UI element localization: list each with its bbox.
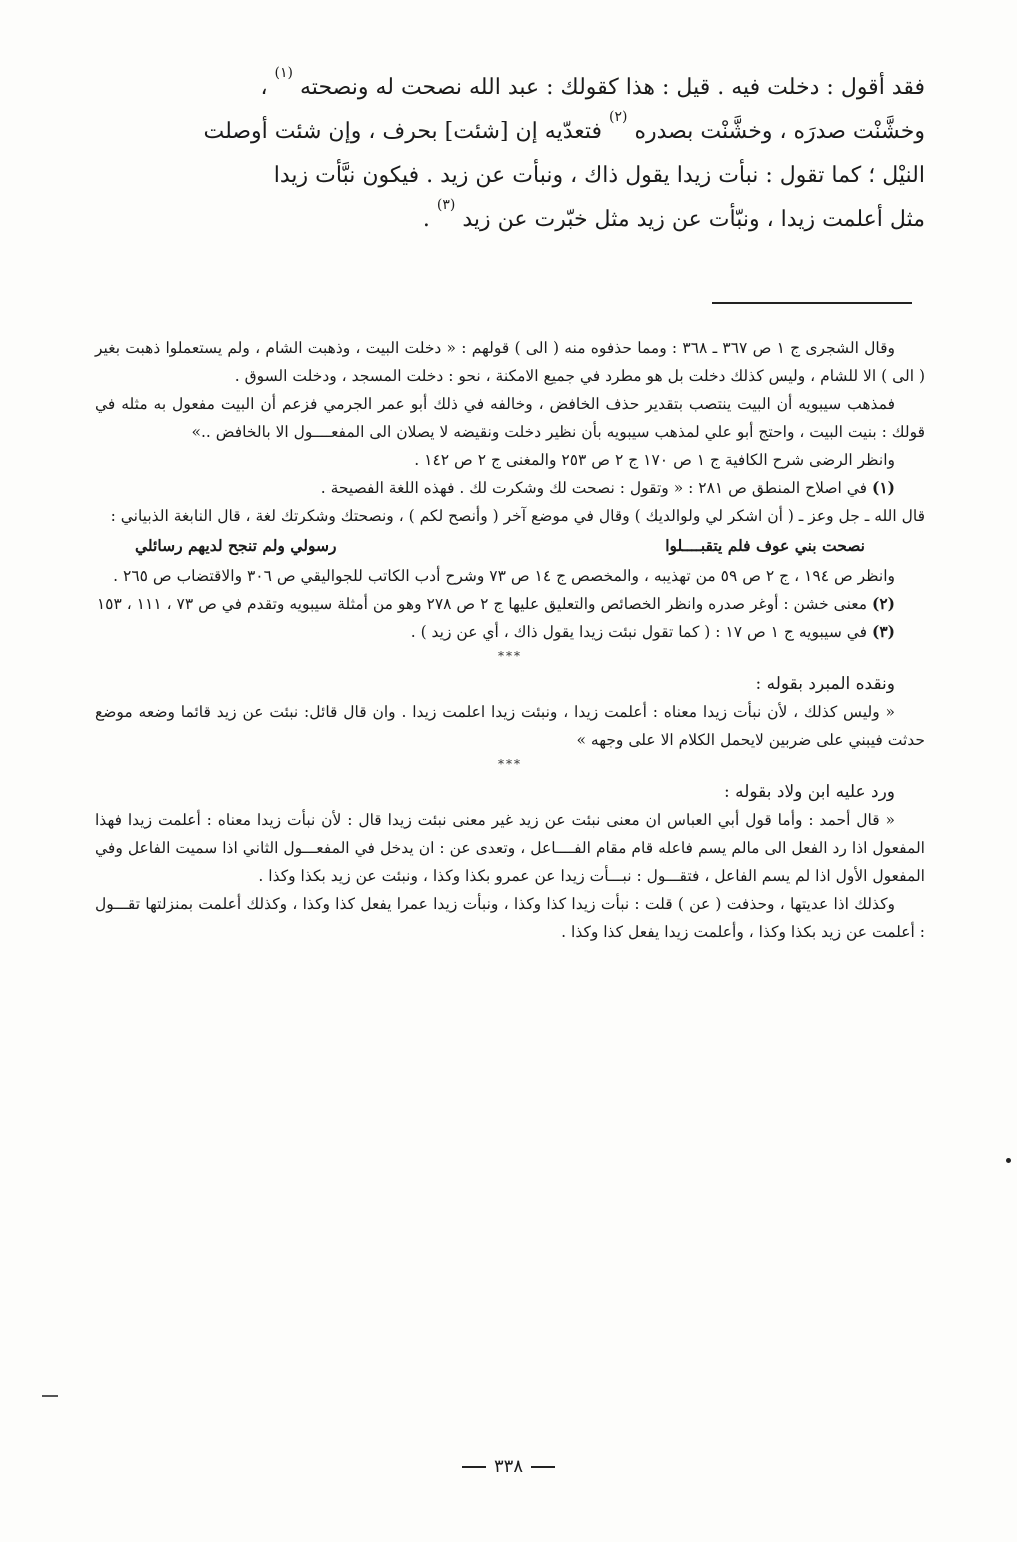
footnote-ref-2[interactable]: (٢): [609, 109, 628, 125]
footnote-1: [95, 474, 925, 502]
section-divider-2: ***: [498, 757, 522, 771]
scan-edge-dot: [1006, 1158, 1011, 1163]
page-number-dash-right: [531, 1466, 555, 1468]
footnote-1-references: وانظر ص ١٩٤ ، ج ٢ ص ٥٩ من تهذيبه ، والمخصص ج ١٤ ص ٧٣ وشرح أدب الكاتب للجواليقي ص ٣٠٦ والاقتضاب ص ٢٦٥ .: [113, 567, 895, 585]
verse-second-hemistich: رسولي ولم تنجح لديهم رسائلي: [135, 536, 337, 555]
quote-ibn-wallad-continued: وكذلك اذا عديتها ، وحذفت ( عن ) قلت : نبأت زيدا كذا وكذا ، ونبأت زيدا عمرا يفعل كذا وكذا ، وكذلك أعلمت بمنزلتها تقـــول : أعلمت عن زيد بكذا وكذا ، وأعلمت زيدا يفعل كذا وكذا .: [95, 895, 925, 941]
main-text: [95, 66, 925, 242]
main-line-2-text: وخشَّنْت صدرَه ، وخشَّنْت بصدره: [627, 119, 925, 144]
footnote-ref-1[interactable]: (١): [274, 65, 294, 81]
main-line-2-tail: فتعدّيه إن [شئت] بحرف ، وإن شئت أوصلت: [203, 119, 609, 144]
main-line-1-text: فقد أقول : دخلت فيه . قيل : هذا كقولك : عبد الله نصحت له ونصحته: [293, 75, 925, 100]
note-paragraph-1: وقال الشجرى ج ١ ص ٣٦٧ ـ ٣٦٨ : ومما حذفوه منه ( الى ) قولهم : « دخلت البيت ، وذهبت الشام ، ولم يستعملوا ذهبت بغير ( الى ) الا للشام ، وليس كذلك دخلت بل هو مطرد في جميع الامكنة ، نحو : دخلت المسجد ، ودخلت السوق .: [95, 339, 925, 385]
main-line-4: [95, 198, 925, 242]
footnotes: [95, 334, 925, 946]
verse-first-hemistich: نصحت بني عوف فلم يتقبــــلوا: [665, 536, 865, 555]
footnote-1-continued: قال الله ـ جل وعز ـ ( أن اشكر لي ولوالديك ) وقال في موضع آخر ( وأنصح لكم ) ، ونصحتك وشكرتك لغة ، قال النابغة الذبياني :: [110, 507, 925, 525]
footnote-3: [95, 618, 925, 646]
main-line-2: [95, 110, 925, 154]
poetry-verse: [95, 532, 925, 560]
footnote-2-text: معنى خشن : أوغر صدره وانظر الخصائص والتعليق عليها ج ٢ ص ٢٧٨ وهو من أمثلة سيبويه وتقدم في ص ٧٣ ، ١١١ ، ١٥٣: [96, 595, 872, 613]
footnote-2: [95, 590, 925, 618]
footnote-3-number: (٣): [871, 622, 895, 641]
section-divider-1: ***: [498, 649, 522, 663]
page-number-dash-left: [462, 1466, 486, 1468]
note-paragraph-2: فمذهب سيبويه أن البيت ينتصب بتقدير حذف الخافض ، وخالفه في ذلك أبو عمر الجرمي فزعم أن البيت مفعول به مثله في قولك : بنيت البيت ، واحتج أبو علي لمذهب سيبويه بأن نظير دخلت ونقيضه لا يصلان الى المفعــــول الا بالخافض ..»: [95, 395, 925, 441]
main-line-1: [95, 66, 925, 110]
page-number: [0, 1456, 1017, 1477]
main-line-1-tail: ،: [260, 75, 275, 100]
footnote-1-text: في اصلاح المنطق ص ٢٨١ : « وتقول : نصحت لك وشكرت لك . فهذه اللغة الفصيحة .: [320, 479, 872, 497]
quote-mubarrad: « وليس كذلك ، لأن نبأت زيدا معناه : أعلمت زيدا ، ونبئت زيدا اعلمت زيدا . وان قال قائل: نبئت عن زيد قائما وضعه موضع حدثت فيبني على ضربين لايحمل الكلام الا على وجهه »: [95, 703, 925, 749]
section-heading-ibn-wallad: ورد عليه ابن ولاد بقوله :: [723, 782, 895, 802]
footnote-separator: [712, 302, 912, 304]
quote-ibn-wallad: « قال أحمد : وأما قول أبي العباس ان معنى نبئت عن زيد غير معنى نبئت زيدا قال : لأن نبأت زيدا معناه : أعلمت زيدا فهذا المفعول اذا رد الفعل الى مالم يسم فاعله قام مقام الفــــاعل ، وتعدى عن : ان يدخل في المفعـــول الثاني اذا سميت الفاعل وفي المفعول الأول اذا لم يسم الفاعل ، فتقـــول : نبـــأت زيدا عن عمرو بكذا وكذا ، ونبئت عن زيد بكذا وكذا .: [95, 811, 925, 885]
footnote-2-number: (٢): [871, 594, 895, 613]
footnote-ref-3[interactable]: (٣): [436, 197, 456, 213]
footnote-3-text: في سيبويه ج ١ ص ١٧ : ( كما تقول نبئت زيدا يقول ذاك ، أي عن زيد ) .: [410, 623, 872, 641]
scan-margin-mark: [42, 1395, 58, 1397]
page-number-value: ٣٣٨: [493, 1456, 523, 1477]
footnote-1-number: (١): [871, 478, 895, 497]
main-line-4-tail: .: [422, 207, 437, 232]
main-line-3: النيْل ؛ كما تقول : نبأت زيدا يقول ذاك ، ونبأت عن زيد . فيكون نبَّأت زيدا: [273, 163, 925, 188]
section-heading-mubarrad: ونقده المبرد بقوله :: [755, 674, 895, 694]
note-paragraph-3: وانظر الرضى شرح الكافية ج ١ ص ١٧٠ ج ٢ ص ٢٥٣ والمغنى ج ٢ ص ١٤٢ .: [414, 451, 895, 469]
main-line-4-text: مثل أعلمت زيدا ، ونبّأت عن زيد مثل خبّرت عن زيد: [455, 207, 925, 232]
